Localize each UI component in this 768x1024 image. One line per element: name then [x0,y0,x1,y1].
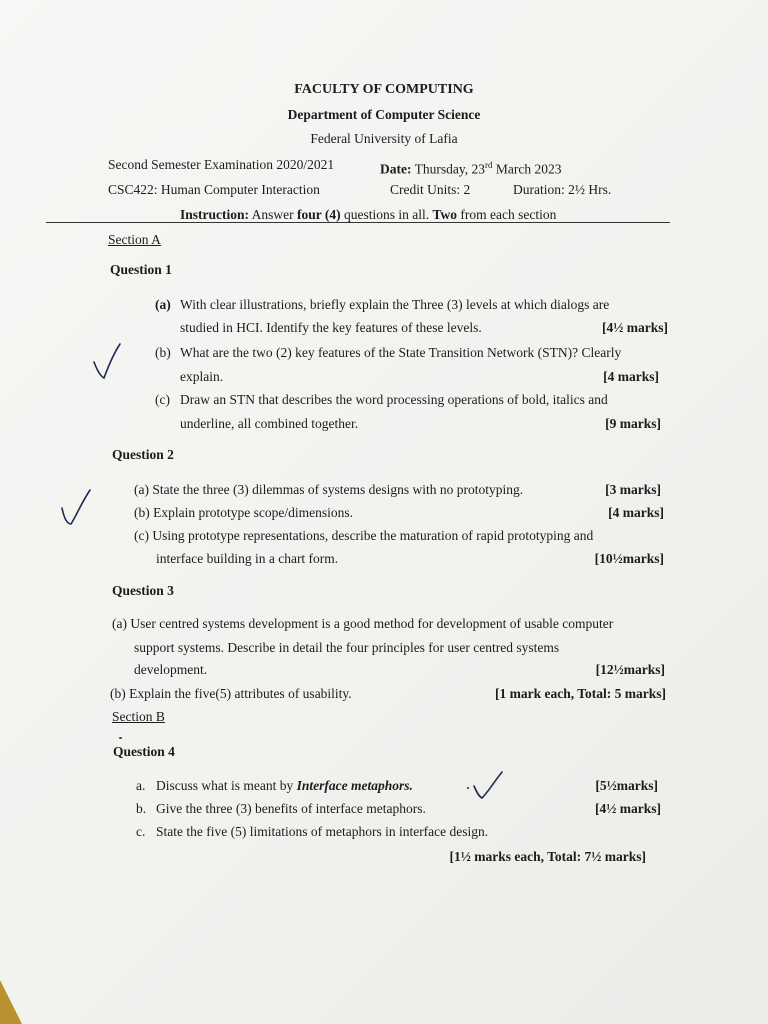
q4-a-label: a. [136,778,146,793]
q3-b-marks: [1 mark each, Total: 5 marks] [495,686,666,701]
date-rest: March 2023 [495,161,562,177]
course-title: CSC422: Human Computer Interaction [108,182,320,197]
checkmark-icon [90,340,124,382]
q1-b-label: (b) [155,345,171,360]
checkmark-icon [466,768,506,802]
q3-a-line3: development. [134,662,208,677]
section-a-title: Section A [108,232,161,247]
instruction-two: Two [432,207,458,222]
q3-b-text: (b) Explain the five(5) attributes of usability. [110,686,352,701]
duration: Duration: 2½ Hrs. [513,182,612,197]
checkmark-icon [58,486,94,528]
exam-date [380,157,561,178]
date-value: Thursday, 23 [414,161,485,177]
q1-b-line2: explain. [180,369,224,384]
q4-c-label: c. [136,824,146,839]
q1-a-label: (a) [155,297,171,312]
instruction-label: Instruction: [180,207,250,222]
q1-b-line1: What are the two (2) key features of the State Transition Network (STN)? Clearly [180,345,622,360]
instruction-text-3: from each section [457,207,557,222]
q3-a-marks: [12½marks] [595,662,665,677]
q3-a-line1: (a) User centred systems development is a good method for development of usable computer [112,616,614,631]
semester-text: Second Semester Examination 2020/2021 [108,157,335,172]
question-3-title: Question 3 [112,583,174,598]
instruction-line [180,207,556,223]
q2-c-marks: [10½marks] [594,551,664,566]
q4-a-line [156,778,413,794]
faculty-title: FACULTY OF COMPUTING [294,82,474,97]
q4-c-text: State the five (5) limitations of metaphors in interface design. [156,824,489,839]
q1-a-marks: [4½ marks] [602,320,668,335]
page-corner-shadow [0,980,22,1024]
question-1-title: Question 1 [110,262,172,277]
instruction-text-2: questions in all. [340,207,433,222]
q2-a-marks: [3 marks] [605,482,661,497]
instruction-text: Answer [251,207,298,222]
q2-b-marks: [4 marks] [608,505,664,520]
q1-b-marks: [4 marks] [603,369,659,384]
q4-b-label: b. [136,801,147,816]
q2-c-line1: (c) Using prototype representations, describe the maturation of rapid prototyping and [134,528,594,543]
q1-c-marks: [9 marks] [605,416,661,431]
header-divider [46,222,670,223]
q4-c-marks: [1½ marks each, Total: 7½ marks] [449,849,646,864]
q4-b-text: Give the three (3) benefits of interface metaphors. [156,801,426,816]
q1-a-line2: studied in HCI. Identify the key features of these levels. [180,320,482,335]
q3-a-line2: support systems. Describe in detail the four principles for user centred systems [134,640,560,655]
q2-c-line2: interface building in a chart form. [156,551,339,566]
credit-units: Credit Units: 2 [390,182,471,197]
q4-a-text: Discuss what is meant by [156,778,297,793]
q1-c-line1: Draw an STN that describes the word processing operations of bold, italics and [180,392,608,407]
date-label: Date: [380,161,412,177]
instruction-four: four (4) [297,207,341,222]
q2-a-text: (a) State the three (3) dilemmas of systems designs with no prototyping. [134,482,524,497]
date-suffix: rd [485,160,493,170]
q1-c-label: (c) [155,392,170,407]
department-title: Department of Computer Science [287,107,481,122]
section-b-title: Section B [112,709,165,724]
question-4-title: Question 4 [113,744,175,759]
q1-a-line1: With clear illustrations, briefly explain the Three (3) levels at which dialogs are [180,297,610,312]
q4-a-marks: [5½marks] [595,778,658,793]
stray-mark [119,737,122,739]
q4-a-emphasis: Interface metaphors. [296,778,413,793]
university-name: Federal University of Lafia [310,131,458,146]
q4-b-marks: [4½ marks] [595,801,661,816]
q1-c-line2: underline, all combined together. [180,416,359,431]
question-2-title: Question 2 [112,447,174,462]
q2-b-text: (b) Explain prototype scope/dimensions. [134,505,353,520]
